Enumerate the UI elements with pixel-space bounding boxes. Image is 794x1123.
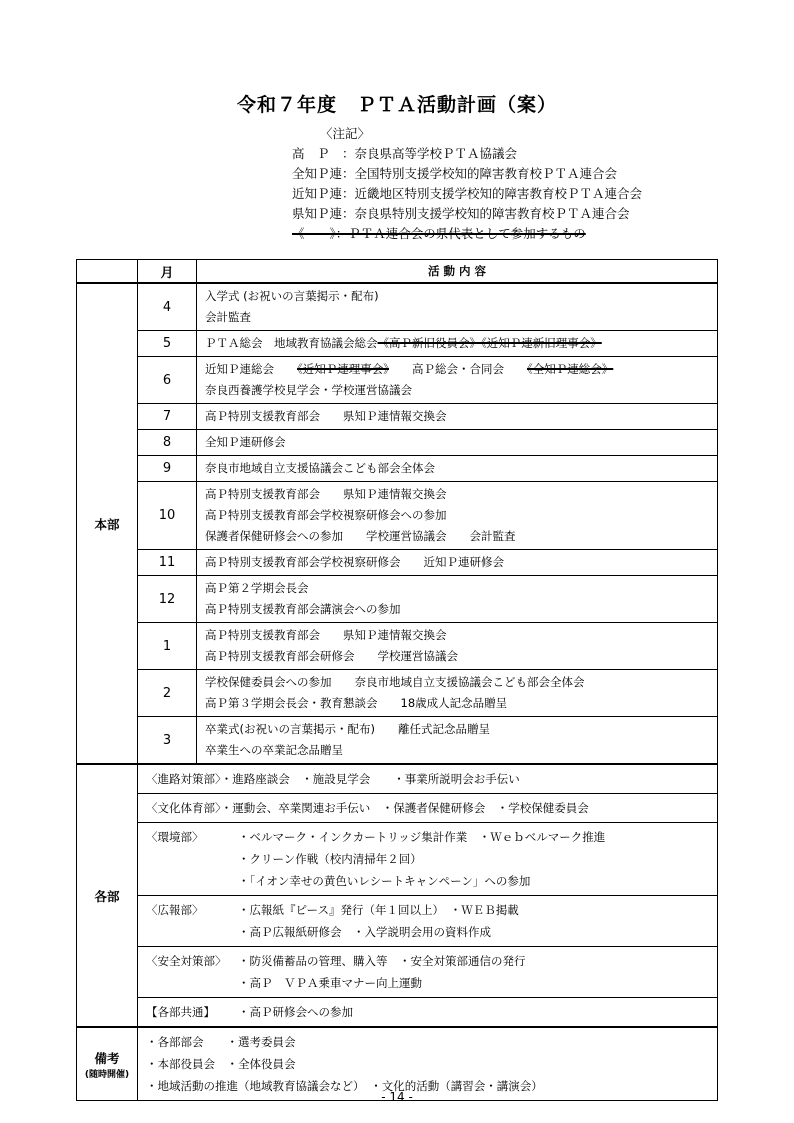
- department-row: [77, 947, 718, 998]
- struck-text: 《高Ｐ新旧役員会》《近知Ｐ連新旧理事会》: [377, 336, 602, 350]
- activity-line: [205, 432, 717, 453]
- activity-text: 奈良市地域自立支援協議会こども部会全体会: [205, 461, 435, 475]
- month-cell: 5: [138, 331, 197, 357]
- activity-line: [205, 286, 717, 307]
- activity-text: 高Ｐ特別支援教育部会研修会 学校運営協議会: [205, 649, 458, 663]
- month-row: [77, 670, 718, 717]
- department-cell: [138, 794, 718, 823]
- department-line: [146, 870, 717, 892]
- activity-text: 奈良西養護学校見学会・学校運営協議会: [205, 383, 412, 397]
- biko-sublabel: (随時開催): [84, 1069, 130, 1080]
- activity-line: [205, 505, 717, 526]
- activity-text: 高Ｐ第３学期会長会・教育懇談会 18歳成人記念品贈呈: [205, 696, 508, 710]
- activity-line: [205, 406, 717, 427]
- activity-text: 入学式 (お祝いの言葉掲示・配布): [205, 289, 379, 303]
- month-cell: 9: [138, 456, 197, 482]
- department-cell: [138, 764, 718, 794]
- activity-text: 学校保健委員会への参加 奈良市地域自立支援協議会こども部会全体会: [205, 675, 585, 689]
- activity-text: 高Ｐ特別支援教育部会 県知Ｐ連情報交換会: [205, 487, 447, 501]
- section-label-kakubu: 各部: [77, 764, 138, 1027]
- note-item: 県知Ｐ連：奈良県特別支援学校知的障害教育校ＰＴＡ連合会: [292, 206, 630, 221]
- activity-line: [205, 333, 717, 354]
- activity-text: 高Ｐ特別支援教育部会 県知Ｐ連情報交換会: [205, 628, 447, 642]
- department-row: [77, 896, 718, 947]
- struck-text: 《近知Ｐ連理事会》: [297, 362, 389, 376]
- activity-line: [205, 552, 717, 573]
- struck-text: 《全知Ｐ連総会》: [527, 362, 614, 376]
- department-text: ・防災備蓄品の管理、購入等 ・安全対策部通信の発行: [238, 954, 526, 968]
- activity-text: 近知Ｐ連総会: [205, 362, 274, 376]
- activity-cell: [197, 482, 718, 550]
- department-line: [146, 921, 717, 943]
- activity-line: [205, 307, 717, 328]
- activity-line: [205, 458, 717, 479]
- month-cell: 6: [138, 357, 197, 404]
- month-row: [77, 717, 718, 765]
- department-text: 〈文化体育部〉・運動会、卒業関連お手伝い ・保護者保健研修会 ・学校保健委員会: [146, 801, 589, 815]
- department-name: 〈広報部〉: [146, 903, 204, 917]
- activity-line: [205, 578, 717, 599]
- activity-cell: [197, 550, 718, 576]
- month-cell: 1: [138, 623, 197, 670]
- month-cell: 11: [138, 550, 197, 576]
- activity-text: 高Ｐ特別支援教育部会講演会への参加: [205, 602, 401, 616]
- department-line: [146, 950, 717, 972]
- activity-line: [205, 719, 717, 740]
- month-row: [77, 550, 718, 576]
- department-text: ・高Ｐ ＶＰＡ乗車マナー向上運動: [238, 976, 422, 990]
- department-text: ・高Ｐ研修会への参加: [238, 1005, 353, 1019]
- month-cell: 8: [138, 430, 197, 456]
- activity-text: 高Ｐ総会・合同会: [412, 362, 504, 376]
- activity-cell: [197, 404, 718, 430]
- notes-block: [292, 124, 642, 244]
- note-item: 高 Ｐ ：奈良県高等学校ＰＴＡ協議会: [292, 146, 518, 161]
- biko-line: ・各部部会 ・選考委員会: [146, 1035, 296, 1049]
- department-text: ・ベルマーク・インクカートリッジ集計作業 ・Ｗｅｂベルマーク推進: [238, 830, 606, 844]
- activity-line: [205, 484, 717, 505]
- activity-line: [205, 599, 717, 620]
- activity-text: 高Ｐ特別支援教育部会学校視察研修会への参加: [205, 508, 447, 522]
- notes-heading: 〈注記〉: [320, 126, 371, 141]
- activity-text: ＰＴＡ総会 地域教育協議会総会: [205, 336, 378, 350]
- department-row: [77, 764, 718, 794]
- department-cell: [138, 947, 718, 998]
- activity-text: 高Ｐ特別支援教育部会学校視察研修会 近知Ｐ連研修会: [205, 555, 504, 569]
- department-name: 〈安全対策部〉: [146, 954, 227, 968]
- month-cell: 3: [138, 717, 197, 765]
- activity-text: 会計監査: [205, 310, 251, 324]
- department-cell: [138, 998, 718, 1028]
- month-row: [77, 430, 718, 456]
- department-line: [146, 848, 717, 870]
- department-line: [146, 797, 717, 819]
- department-row: [77, 998, 718, 1028]
- activity-line: [205, 380, 717, 401]
- activity-cell: [197, 623, 718, 670]
- header-month: 月: [138, 260, 197, 284]
- note-item: 近知Ｐ連：近畿地区特別支援学校知的障害教育校ＰＴＡ連合会: [292, 186, 643, 201]
- department-text: ・クリーン作戦（校内清掃年２回）: [238, 852, 422, 866]
- activity-text: 卒業式(お祝いの言葉掲示・配布) 離任式記念品贈呈: [205, 722, 490, 736]
- department-name: 〈環境部〉: [146, 830, 204, 844]
- month-row: [77, 283, 718, 331]
- month-row: [77, 482, 718, 550]
- biko-line: ・本部役員会 ・全体役員会: [146, 1057, 296, 1071]
- department-line: [146, 768, 717, 790]
- activity-text: 高Ｐ第２学期会長会: [205, 581, 309, 595]
- activity-cell: [197, 456, 718, 482]
- month-cell: 12: [138, 576, 197, 623]
- department-text: 〈進路対策部〉・進路座談会 ・施設見学会 ・事業所説明会お手伝い: [146, 772, 520, 786]
- month-cell: 7: [138, 404, 197, 430]
- department-cell: [138, 823, 718, 896]
- activity-line: [205, 646, 717, 667]
- department-line: [146, 972, 717, 994]
- department-line: [146, 1001, 717, 1023]
- department-line: [146, 826, 717, 848]
- month-row: [77, 331, 718, 357]
- activity-cell: [197, 283, 718, 331]
- department-text: ・高Ｐ広報紙研修会 ・入学説明会用の資料作成: [238, 925, 491, 939]
- activity-line: [205, 625, 717, 646]
- activity-line: [205, 693, 717, 714]
- activity-text: 保護者保健研修会への参加 学校運営協議会 会計監査: [205, 529, 516, 543]
- department-name: 【各部共通】: [146, 1005, 215, 1019]
- page-title: 令和７年度 ＰＴＡ活動計画（案）: [236, 94, 557, 116]
- month-row: [77, 404, 718, 430]
- month-row: [77, 357, 718, 404]
- header-blank: [77, 260, 138, 284]
- activity-cell: [197, 430, 718, 456]
- activity-line: [205, 740, 717, 761]
- header-content: 活 動 内 容: [197, 260, 718, 284]
- department-cell: [138, 896, 718, 947]
- department-text: ・広報紙『ピース』発行（年１回以上） ・ＷＥＢ掲載: [238, 903, 519, 917]
- month-cell: 10: [138, 482, 197, 550]
- activity-text: 全知Ｐ連研修会: [205, 435, 286, 449]
- department-line: [146, 899, 717, 921]
- activity-cell: [197, 670, 718, 717]
- activity-table: [76, 259, 718, 1101]
- page-number: - 14 -: [381, 1090, 413, 1104]
- activity-line: [205, 672, 717, 693]
- activity-cell: [197, 357, 718, 404]
- activity-text: 高Ｐ特別支援教育部会 県知Ｐ連情報交換会: [205, 409, 447, 423]
- month-row: [77, 456, 718, 482]
- month-row: [77, 576, 718, 623]
- activity-line: [205, 526, 717, 547]
- department-row: [77, 794, 718, 823]
- note-struck: 《 》：ＰＴＡ連合会の県代表として参加するもの: [292, 226, 586, 241]
- biko-label: 備考: [94, 1050, 120, 1066]
- activity-cell: [197, 717, 718, 765]
- note-item: 全知Ｐ連：全国特別支援学校知的障害教育校ＰＴＡ連合会: [292, 166, 618, 181]
- department-text: ・「イオン幸せの黄色いレシートキャンペーン」への参加: [238, 874, 531, 888]
- month-cell: 4: [138, 283, 197, 331]
- activity-cell: [197, 576, 718, 623]
- biko-line: ・地域活動の推進（地域教育協議会など） ・文化的活動（講習会・講演会）: [146, 1079, 543, 1093]
- section-label-honbu: 本部: [77, 283, 138, 764]
- activity-line: [205, 359, 717, 380]
- month-row: [77, 623, 718, 670]
- activity-text: 卒業生への卒業記念品贈呈: [205, 743, 343, 757]
- department-row: [77, 823, 718, 896]
- activity-cell: [197, 331, 718, 357]
- month-cell: 2: [138, 670, 197, 717]
